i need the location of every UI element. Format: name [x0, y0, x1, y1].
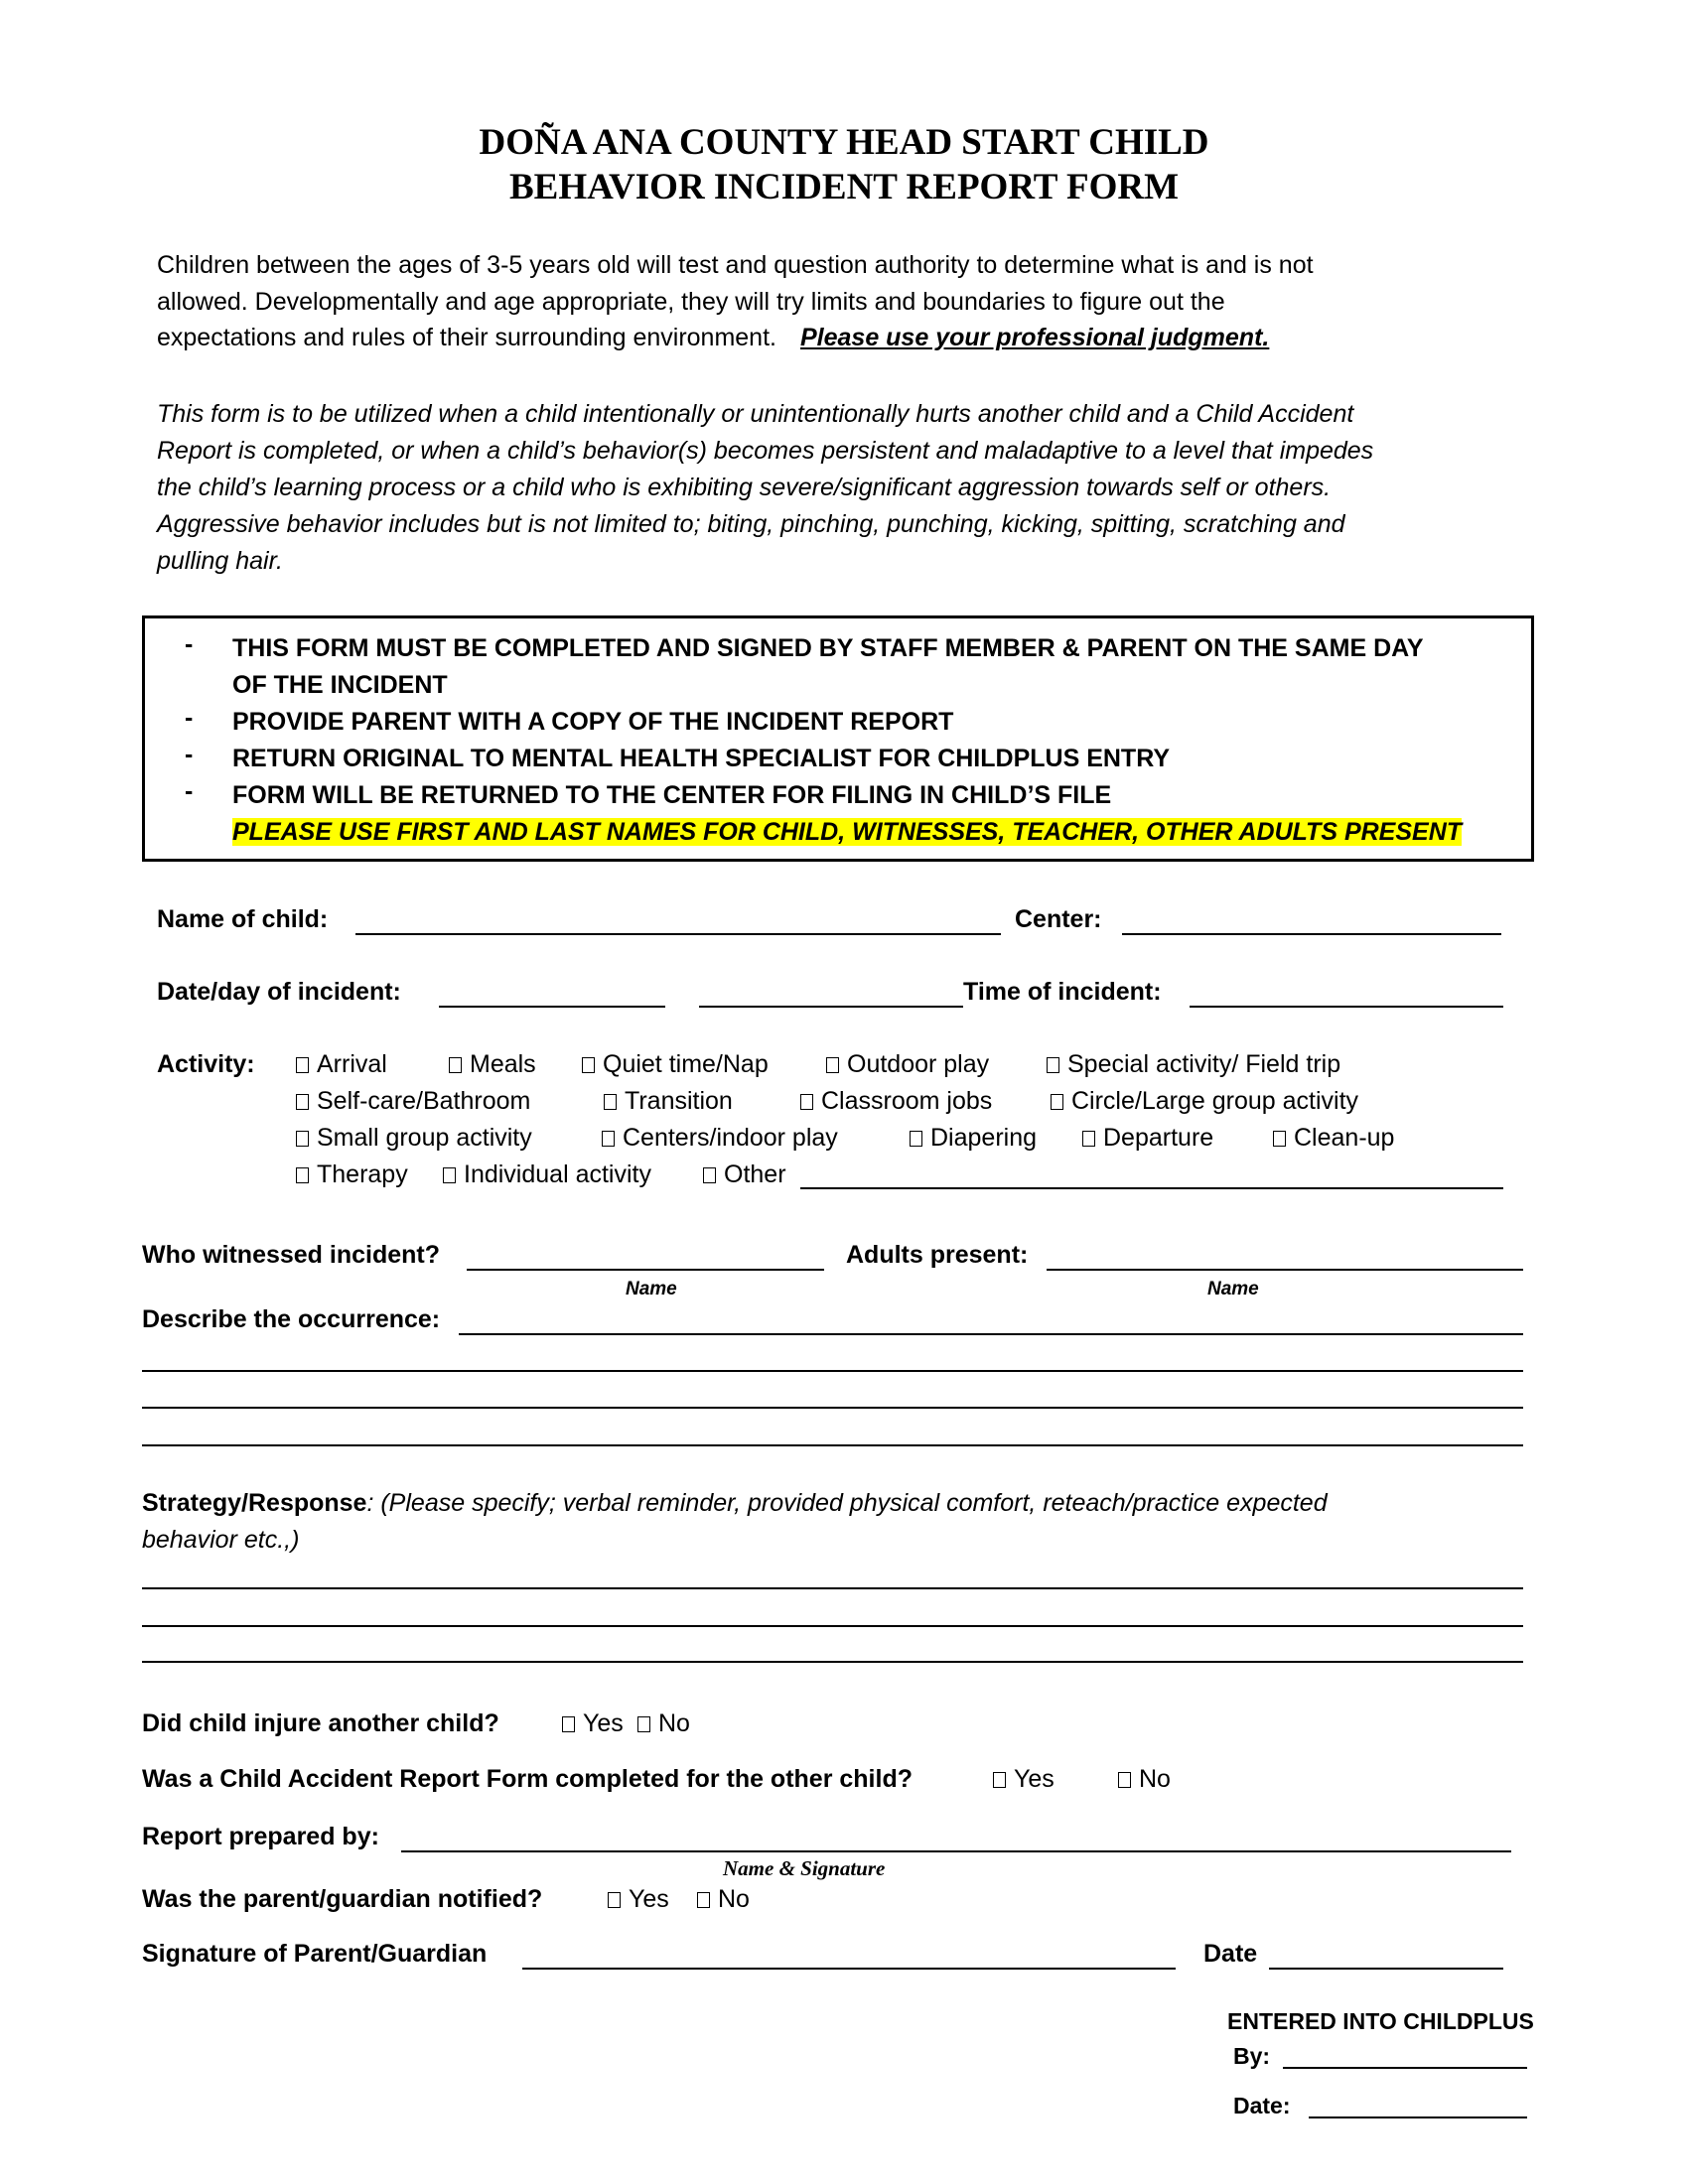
- center-label: Center:: [1015, 905, 1102, 933]
- notified-yes[interactable]: [608, 1883, 669, 1915]
- activity-centers[interactable]: [602, 1122, 838, 1154]
- option-label: Yes: [629, 1885, 669, 1913]
- instructions-box: [142, 615, 1534, 862]
- activity-meals[interactable]: [449, 1048, 536, 1080]
- checkbox-icon[interactable]: [296, 1131, 309, 1147]
- checkbox-icon[interactable]: [296, 1057, 309, 1073]
- activity-transition[interactable]: [604, 1085, 733, 1117]
- date-label: Date/day of incident:: [157, 978, 401, 1006]
- notice-item: OF THE INCIDENT: [232, 671, 448, 699]
- name-signature-hint: Name & Signature: [723, 1856, 886, 1880]
- option-label: Yes: [1014, 1765, 1055, 1793]
- center-field[interactable]: [1122, 933, 1501, 935]
- childplus-by-field[interactable]: [1283, 2067, 1527, 2069]
- describe-line[interactable]: [142, 1407, 1523, 1409]
- strategy-heading: [142, 1487, 1328, 1519]
- checkbox-icon[interactable]: [296, 1167, 309, 1183]
- intro-line: [157, 322, 1269, 353]
- option-label: Therapy: [317, 1160, 408, 1188]
- checkbox-icon[interactable]: [910, 1131, 922, 1147]
- notified-no[interactable]: [697, 1883, 750, 1915]
- intro-text: expectations and rules of their surrounding environment.: [157, 324, 776, 351]
- purpose-line: Report is completed, or when a child’s behavior(s) becomes persistent and maladaptive to a level that impedes: [157, 437, 1374, 465]
- option-label: Diapering: [930, 1124, 1038, 1152]
- purpose-line: This form is to be utilized when a child intentionally or unintentionally hurts another child and a Child Accident: [157, 400, 1354, 428]
- accident-form-label: Was a Child Accident Report Form completed for the other child?: [142, 1765, 913, 1793]
- activity-outdoor-play[interactable]: [826, 1048, 989, 1080]
- purpose-line: Aggressive behavior includes but is not limited to; biting, pinching, punching, kicking, spitting, scratching and: [157, 510, 1345, 538]
- checkbox-icon[interactable]: [826, 1057, 839, 1073]
- option-label: Individual activity: [464, 1160, 651, 1188]
- activity-arrival[interactable]: [296, 1048, 387, 1080]
- option-label: Circle/Large group activity: [1071, 1087, 1359, 1115]
- adults-present-field[interactable]: [1047, 1269, 1523, 1271]
- checkbox-icon[interactable]: [449, 1057, 462, 1073]
- strategy-line[interactable]: [142, 1661, 1523, 1663]
- option-label: Other: [724, 1160, 786, 1188]
- adults-present-label: Adults present:: [846, 1241, 1029, 1269]
- checkbox-icon[interactable]: [608, 1892, 621, 1908]
- option-label: Self-care/Bathroom: [317, 1087, 531, 1115]
- option-label: No: [1139, 1765, 1171, 1793]
- childplus-date-label: Date:: [1233, 2093, 1291, 2118]
- adults-name-hint: Name: [1207, 1279, 1259, 1299]
- activity-quiet-time[interactable]: [582, 1048, 769, 1080]
- time-field[interactable]: [1190, 1006, 1503, 1008]
- parent-date-field[interactable]: [1269, 1968, 1503, 1970]
- activity-self-care[interactable]: [296, 1085, 530, 1117]
- checkbox-icon[interactable]: [582, 1057, 595, 1073]
- checkbox-icon[interactable]: [296, 1094, 309, 1110]
- describe-line[interactable]: [142, 1444, 1523, 1446]
- option-label: Departure: [1103, 1124, 1214, 1152]
- strategy-line[interactable]: [142, 1625, 1523, 1627]
- notice-item: THIS FORM MUST BE COMPLETED AND SIGNED BY STAFF MEMBER & PARENT ON THE SAME DAY: [232, 634, 1424, 662]
- name-of-child-label: Name of child:: [157, 905, 329, 933]
- option-label: Small group activity: [317, 1124, 532, 1152]
- activity-special[interactable]: [1047, 1048, 1340, 1080]
- intro-line: allowed. Developmentally and age appropriate, they will try limits and boundaries to figure out the: [157, 288, 1225, 316]
- activity-departure[interactable]: [1082, 1122, 1213, 1154]
- strategy-line[interactable]: [142, 1587, 1523, 1589]
- date-label-bottom: Date: [1203, 1940, 1258, 1968]
- option-label: Transition: [625, 1087, 733, 1115]
- injure-yes[interactable]: [562, 1707, 624, 1739]
- option-label: No: [658, 1709, 690, 1737]
- strategy-label: Strategy/Response: [142, 1489, 367, 1517]
- who-witnessed-label: Who witnessed incident?: [142, 1241, 441, 1269]
- checkbox-icon[interactable]: [562, 1716, 575, 1732]
- describe-line[interactable]: [142, 1370, 1523, 1372]
- strategy-hint-2: behavior etc.,): [142, 1526, 300, 1554]
- names-highlight: PLEASE USE FIRST AND LAST NAMES FOR CHILD, WITNESSES, TEACHER, OTHER ADULTS PRESENT: [232, 818, 1463, 846]
- option-label: No: [718, 1885, 750, 1913]
- option-label: Arrival: [317, 1050, 387, 1078]
- checkbox-icon[interactable]: [1051, 1094, 1063, 1110]
- childplus-by-label: By:: [1233, 2043, 1271, 2069]
- parent-signature-field[interactable]: [522, 1968, 1176, 1970]
- accident-no[interactable]: [1118, 1763, 1171, 1795]
- childplus-date-field[interactable]: [1309, 2116, 1527, 2118]
- parent-notified-label: Was the parent/guardian notified?: [142, 1885, 543, 1913]
- prepared-by-label: Report prepared by:: [142, 1823, 379, 1850]
- date-field[interactable]: [439, 1006, 665, 1008]
- other-activity-field[interactable]: [800, 1187, 1503, 1189]
- activity-therapy[interactable]: [296, 1159, 408, 1190]
- time-label: Time of incident:: [963, 978, 1162, 1006]
- professional-judgment: Please use your professional judgment.: [799, 324, 1270, 351]
- activity-classroom-jobs[interactable]: [800, 1085, 992, 1117]
- option-label: Meals: [470, 1050, 536, 1078]
- strategy-hint: : (Please specify; verbal reminder, provided physical comfort, reteach/practice expected: [366, 1489, 1328, 1517]
- checkbox-icon[interactable]: [1118, 1772, 1131, 1788]
- accident-yes[interactable]: [993, 1763, 1055, 1795]
- purpose-line: pulling hair.: [157, 547, 283, 575]
- activity-options: [296, 1048, 1547, 1197]
- notice-item: PROVIDE PARENT WITH A COPY OF THE INCIDENT REPORT: [232, 708, 954, 736]
- intro-line: Children between the ages of 3-5 years old will test and question authority to determine what is and is not: [157, 251, 1314, 279]
- activity-circle[interactable]: [1051, 1085, 1358, 1117]
- day-field[interactable]: [699, 1006, 963, 1008]
- checkbox-icon[interactable]: [604, 1094, 617, 1110]
- checkbox-icon[interactable]: [697, 1892, 710, 1908]
- checkbox-icon[interactable]: [1047, 1057, 1059, 1073]
- activity-other[interactable]: [703, 1159, 786, 1190]
- checkbox-icon[interactable]: [703, 1167, 716, 1183]
- activity-label: Activity:: [157, 1050, 255, 1078]
- option-label: Centers/indoor play: [623, 1124, 838, 1152]
- checkbox-icon[interactable]: [602, 1131, 615, 1147]
- notice-item: FORM WILL BE RETURNED TO THE CENTER FOR FILING IN CHILD’S FILE: [232, 781, 1112, 809]
- activity-clean-up[interactable]: [1273, 1122, 1394, 1154]
- purpose-line: the child’s learning process or a child who is exhibiting severe/significant aggression towards self or others.: [157, 474, 1332, 501]
- option-label: Yes: [583, 1709, 624, 1737]
- option-label: Classroom jobs: [821, 1087, 993, 1115]
- childplus-heading: ENTERED INTO CHILDPLUS: [1227, 2008, 1534, 2034]
- checkbox-icon[interactable]: [800, 1094, 813, 1110]
- activity-individual[interactable]: [443, 1159, 651, 1190]
- name-of-child-field[interactable]: [355, 933, 1001, 935]
- bullet-dash: -: [185, 777, 194, 805]
- activity-diapering[interactable]: [910, 1122, 1037, 1154]
- checkbox-icon[interactable]: [993, 1772, 1006, 1788]
- injure-label: Did child injure another child?: [142, 1709, 499, 1737]
- form-title-line1: DOÑA ANA COUNTY HEAD START CHILD: [479, 122, 1209, 163]
- option-label: Outdoor play: [847, 1050, 990, 1078]
- checkbox-icon[interactable]: [443, 1167, 456, 1183]
- describe-field[interactable]: [459, 1333, 1523, 1335]
- describe-label: Describe the occurrence:: [142, 1305, 441, 1333]
- option-label: Quiet time/Nap: [603, 1050, 769, 1078]
- prepared-by-field[interactable]: [401, 1850, 1511, 1852]
- form-title-line2: BEHAVIOR INCIDENT REPORT FORM: [508, 167, 1180, 207]
- activity-small-group[interactable]: [296, 1122, 532, 1154]
- bullet-dash: -: [185, 630, 194, 658]
- witness-name-hint: Name: [626, 1279, 677, 1299]
- option-label: Clean-up: [1294, 1124, 1395, 1152]
- notice-item: RETURN ORIGINAL TO MENTAL HEALTH SPECIALIST FOR CHILDPLUS ENTRY: [232, 745, 1170, 772]
- checkbox-icon[interactable]: [1273, 1131, 1286, 1147]
- checkbox-icon[interactable]: [637, 1716, 650, 1732]
- injure-no[interactable]: [637, 1707, 690, 1739]
- parent-signature-label: Signature of Parent/Guardian: [142, 1940, 488, 1968]
- bullet-dash: -: [185, 704, 194, 732]
- checkbox-icon[interactable]: [1082, 1131, 1095, 1147]
- witness-field[interactable]: [467, 1269, 824, 1271]
- option-label: Special activity/ Field trip: [1067, 1050, 1341, 1078]
- bullet-dash: -: [185, 741, 194, 768]
